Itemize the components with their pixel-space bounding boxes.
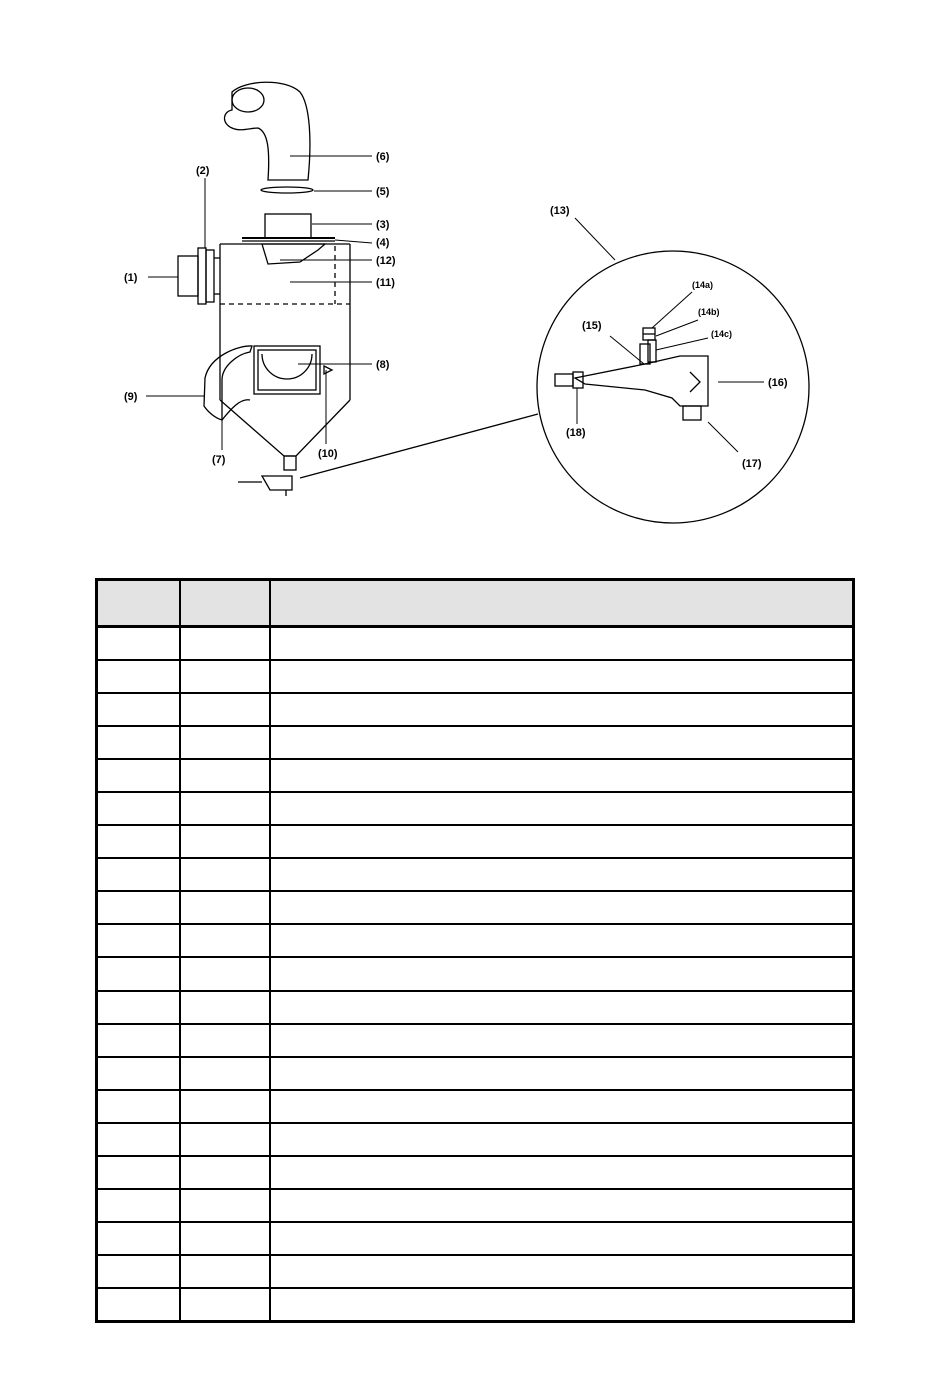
callout-4: (4)	[376, 237, 390, 249]
table-cell	[270, 957, 854, 990]
table-cell	[97, 792, 180, 825]
table-cell	[97, 991, 180, 1024]
callout-14a: (14a)	[692, 280, 714, 290]
table-cell	[180, 991, 270, 1024]
table-cell	[97, 924, 180, 957]
table-cell	[180, 858, 270, 891]
table-cell	[180, 1156, 270, 1189]
table-row	[97, 858, 854, 891]
table-cell	[180, 924, 270, 957]
table-cell	[270, 726, 854, 759]
table-row	[97, 891, 854, 924]
table-cell	[270, 1090, 854, 1123]
callout-17: (17)	[742, 458, 762, 470]
table-cell	[97, 1255, 180, 1288]
table-cell	[97, 1123, 180, 1156]
callout-13: (13)	[550, 205, 570, 217]
parts-diagram	[0, 0, 950, 560]
table-cell	[97, 825, 180, 858]
table-row	[97, 1255, 854, 1288]
table-cell	[97, 627, 180, 661]
callout-10: (10)	[318, 448, 338, 460]
table-cell	[180, 957, 270, 990]
table-cell	[180, 627, 270, 661]
callout-2: (2)	[196, 165, 210, 177]
callout-5: (5)	[376, 186, 390, 198]
table-cell	[270, 1255, 854, 1288]
table-cell	[180, 792, 270, 825]
table-row	[97, 1024, 854, 1057]
table-body	[97, 627, 854, 1322]
table-cell	[180, 891, 270, 924]
table-row	[97, 1057, 854, 1090]
table-cell	[97, 1189, 180, 1222]
callout-1: (1)	[124, 272, 138, 284]
table-row	[97, 759, 854, 792]
table-cell	[270, 1156, 854, 1189]
side-inlet-hood	[204, 346, 252, 420]
table-cell	[270, 693, 854, 726]
table-cell	[270, 660, 854, 693]
callout-9: (9)	[124, 391, 138, 403]
callout-18: (18)	[566, 427, 586, 439]
table-cell	[270, 858, 854, 891]
separator-body	[220, 244, 350, 470]
inlet-pipe	[178, 248, 220, 304]
table-row	[97, 1222, 854, 1255]
table-cell	[97, 957, 180, 990]
table-cell	[270, 1288, 854, 1322]
table-row	[97, 660, 854, 693]
table-cell	[97, 1024, 180, 1057]
callout-3: (3)	[376, 219, 390, 231]
table-cell	[270, 1123, 854, 1156]
table-cell	[180, 693, 270, 726]
callout-14b: (14b)	[698, 307, 720, 317]
table-row	[97, 1090, 854, 1123]
table-cell	[270, 825, 854, 858]
table-cell	[180, 726, 270, 759]
table-cell	[270, 759, 854, 792]
table-cell	[97, 1288, 180, 1322]
table-cell	[180, 1024, 270, 1057]
table-row	[97, 1189, 854, 1222]
table-cell	[97, 726, 180, 759]
table-cell	[270, 792, 854, 825]
inspection-window	[254, 346, 320, 394]
bottom-valve	[238, 476, 292, 496]
table-cell	[180, 1057, 270, 1090]
table-cell	[97, 1090, 180, 1123]
table-cell	[97, 1156, 180, 1189]
callout-16: (16)	[768, 377, 788, 389]
valve-detail	[555, 328, 708, 420]
table-row	[97, 991, 854, 1024]
table-row	[97, 957, 854, 990]
table-cell	[180, 1255, 270, 1288]
callout-15: (15)	[582, 320, 602, 332]
callout-6: (6)	[376, 151, 390, 163]
outlet-collar	[265, 214, 311, 238]
callout-8: (8)	[376, 359, 390, 371]
latch	[324, 366, 332, 374]
table-cell	[97, 693, 180, 726]
table-cell	[97, 1057, 180, 1090]
table-row	[97, 693, 854, 726]
table-cell	[180, 1222, 270, 1255]
table-cell	[180, 1090, 270, 1123]
table-row	[97, 726, 854, 759]
table-cell	[270, 1189, 854, 1222]
header-cell-3	[270, 580, 854, 627]
table-row	[97, 924, 854, 957]
table-cell	[270, 991, 854, 1024]
table-cell	[270, 1222, 854, 1255]
table-row	[97, 825, 854, 858]
table-cell	[270, 891, 854, 924]
table-cell	[180, 1123, 270, 1156]
table-cell	[180, 825, 270, 858]
callout-7: (7)	[212, 454, 226, 466]
table-cell	[97, 759, 180, 792]
table-cell	[270, 627, 854, 661]
table-cell	[97, 891, 180, 924]
parts-table	[95, 578, 855, 1323]
table-header-row	[97, 580, 854, 627]
table-cell	[180, 660, 270, 693]
table-cell	[180, 1189, 270, 1222]
table-cell	[97, 858, 180, 891]
table-row	[97, 627, 854, 661]
table-cell	[270, 1024, 854, 1057]
table-row	[97, 1156, 854, 1189]
callout-11: (11)	[376, 277, 395, 289]
table-cell	[97, 660, 180, 693]
table-cell	[180, 1288, 270, 1322]
clamp-ring	[261, 187, 313, 193]
detail-connector-line	[300, 414, 538, 478]
header-cell-1	[97, 580, 180, 627]
table-row	[97, 1123, 854, 1156]
callout-14c: (14c)	[711, 329, 733, 339]
table-row	[97, 792, 854, 825]
table-cell	[270, 1057, 854, 1090]
table-cell	[97, 1222, 180, 1255]
elbow-pipe	[225, 82, 310, 180]
header-cell-2	[180, 580, 270, 627]
table-row	[97, 1288, 854, 1322]
table-cell	[270, 924, 854, 957]
table-cell	[180, 759, 270, 792]
callout-12: (12)	[376, 255, 396, 267]
